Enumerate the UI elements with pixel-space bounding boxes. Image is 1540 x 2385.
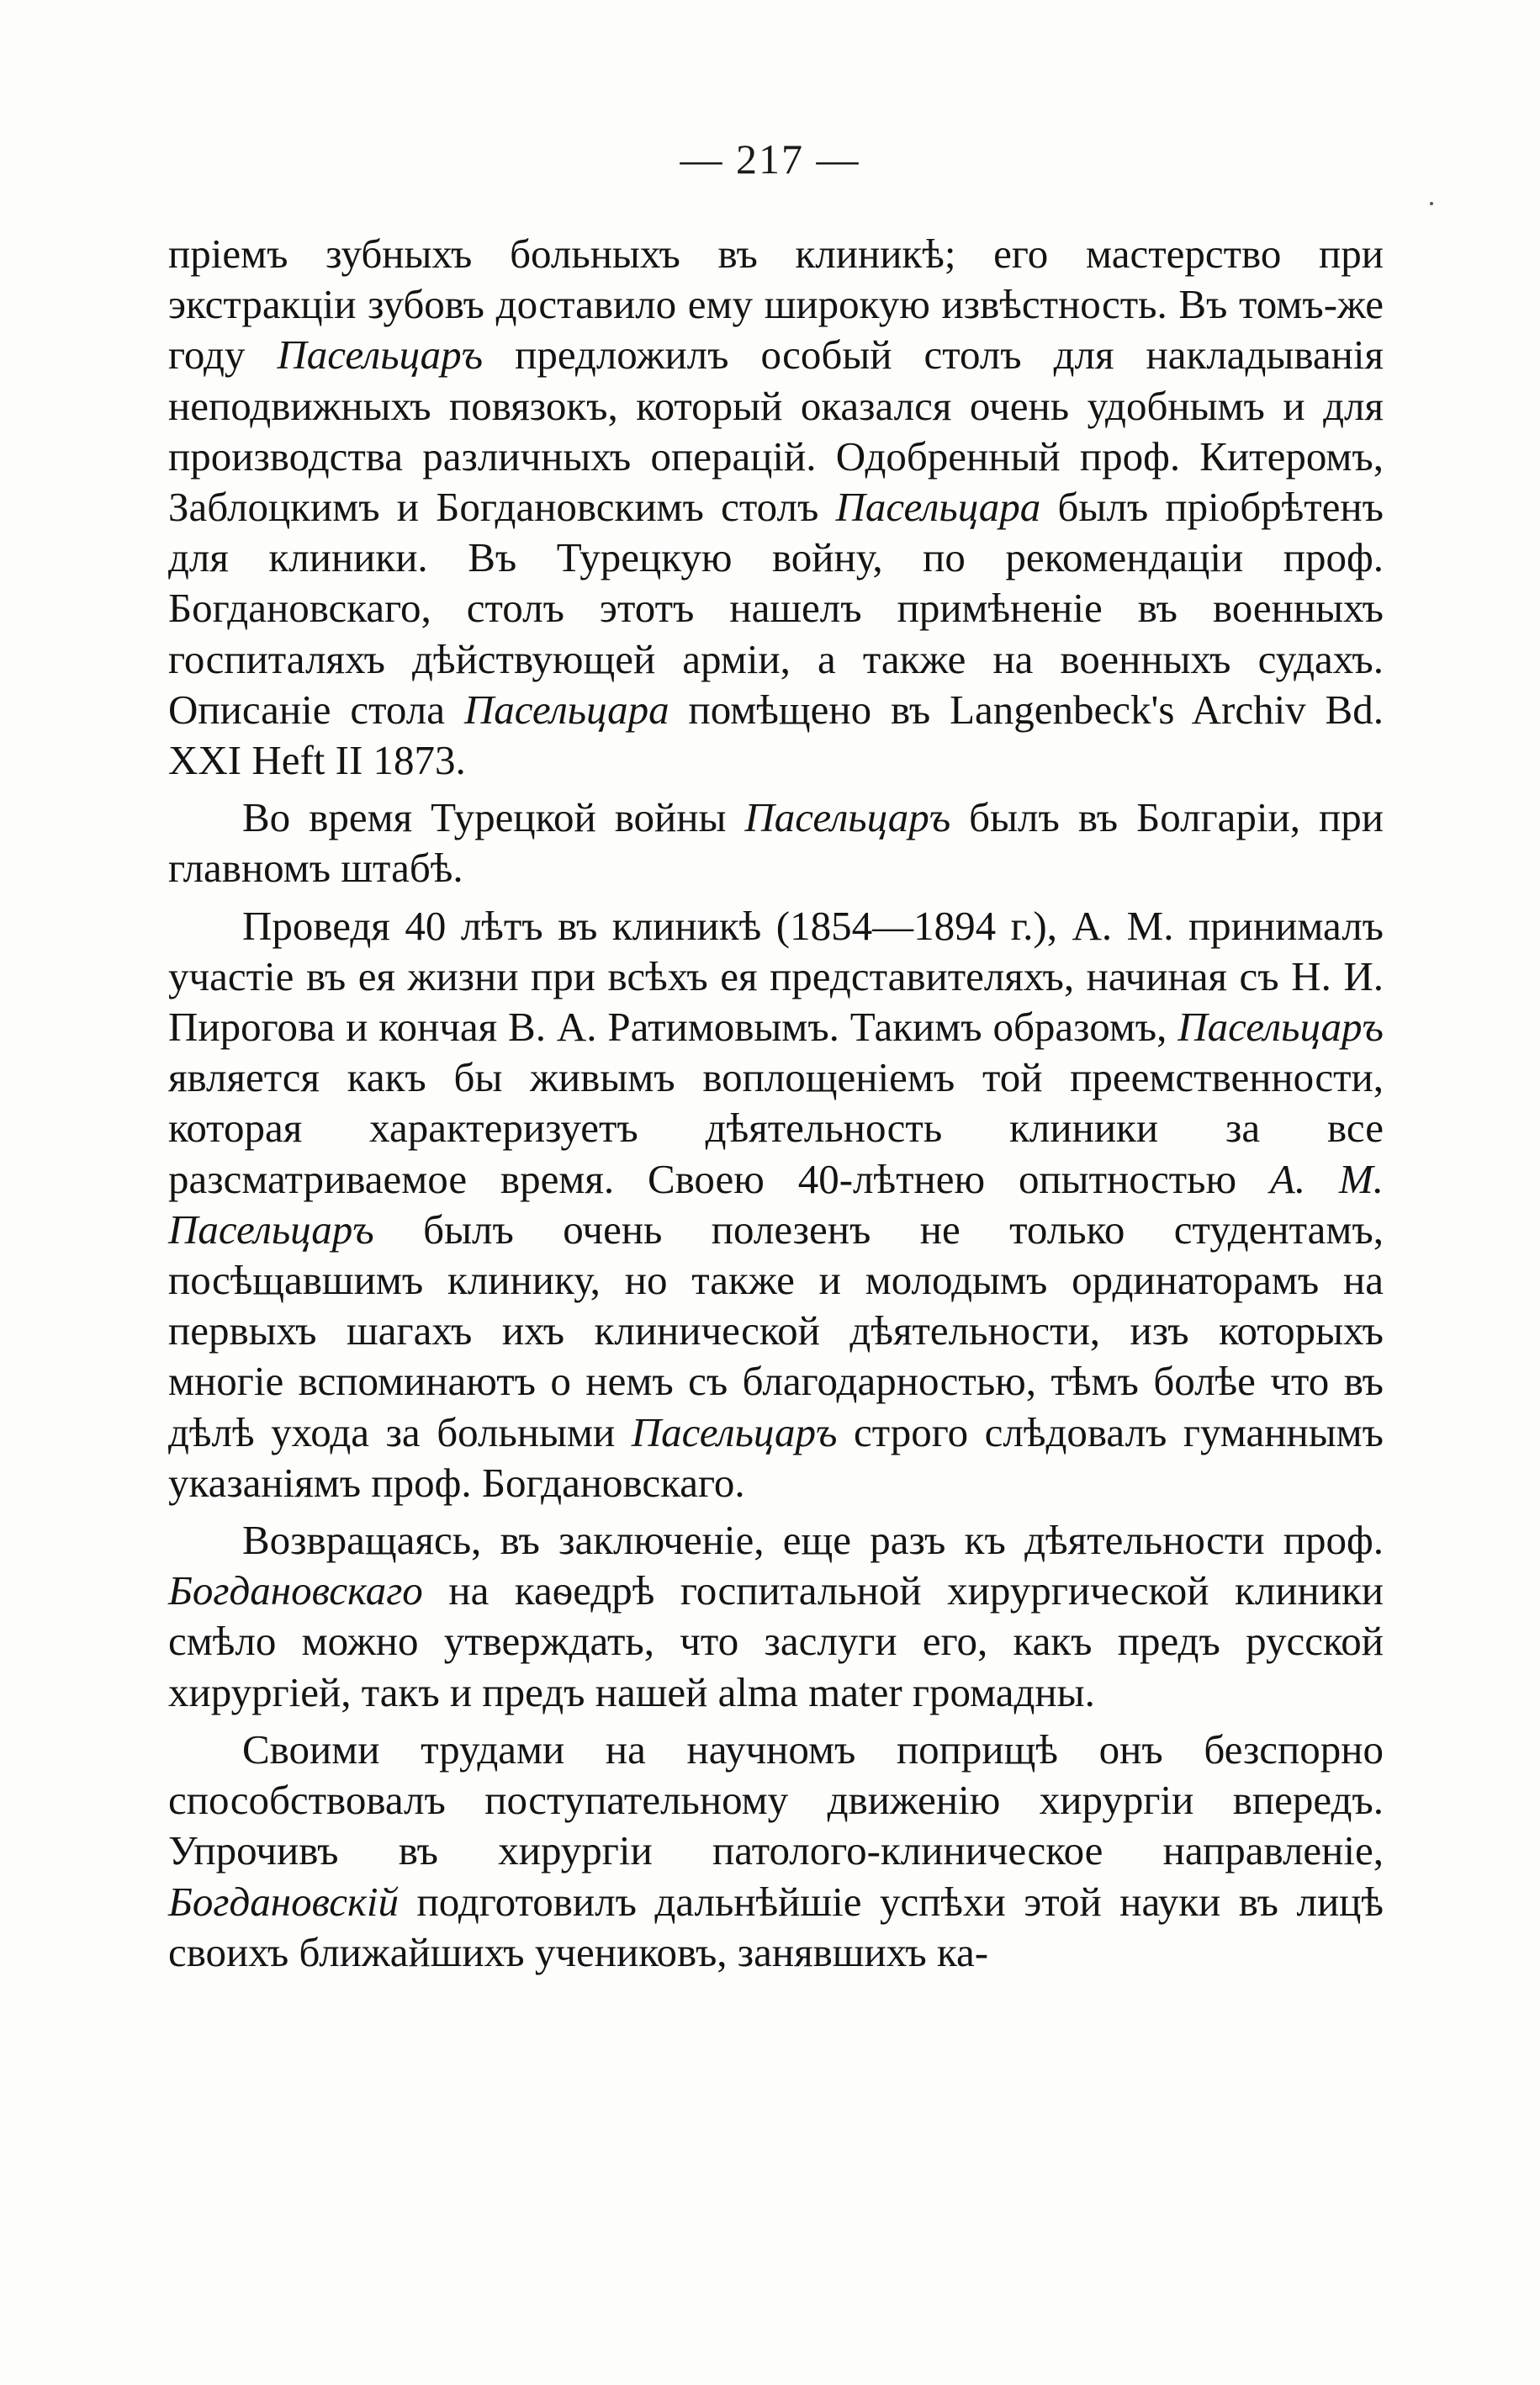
italic-name: Богдановскаго [168, 1567, 423, 1614]
italic-name: Пасельцара [835, 484, 1041, 531]
page-number: — 217 — [680, 135, 860, 183]
italic-name: Пасельцара [463, 686, 669, 733]
text-run: подготовилъ дальнѣйшіе успѣхи этой науки въ лицѣ своихъ ближайшихъ учениковъ, занявшихъ ка- [168, 1878, 1384, 1975]
text-run: былъ пріобрѣтенъ для клиники. Въ Турецкую войну, по рекомендаціи проф. Богдановскаго, столъ этотъ нашелъ примѣненіе въ военныхъ госпиталяхъ дѣйствующей арміи, а также на военныхъ судахъ. Описаніе стола [168, 484, 1384, 733]
italic-name: Пасельцаръ [631, 1408, 838, 1455]
text-run: помѣщено въ Langenbeck's Archiv Bd. XXI Heft II 1873. [168, 686, 1384, 784]
italic-name: Пасельцаръ [1177, 1004, 1384, 1051]
text-run: строго слѣдовалъ гуманнымъ указаніямъ проф. Богдановскаго. [168, 1408, 1384, 1506]
paragraph [168, 229, 1384, 786]
paragraph [168, 1725, 1384, 1978]
text-run: былъ очень полезенъ не только студентамъ, посѣщавшимъ клинику, но также и молодымъ ординаторамъ на первыхъ шагахъ ихъ клинической дѣятельности, изъ которыхъ многіе вспоминаютъ о немъ съ благодарностью, тѣмъ болѣе что въ дѣлѣ ухода за больными [168, 1206, 1384, 1455]
text-run: пріемъ зубныхъ больныхъ въ клиникѣ; его мастерство при экстракціи зубовъ доставило ему широкую извѣстность. Въ томъ-же году [168, 231, 1384, 379]
text-run: предложилъ особый столъ для накладыванія неподвижныхъ повязокъ, который оказался очень удобнымъ и для производства различныхъ операцій. Одобренный проф. Китеромъ, Заблоцкимъ и Богдановскимъ столъ [168, 331, 1384, 531]
text-run: былъ въ Болгаріи, при главномъ штабѣ. [168, 794, 1384, 892]
print-speck [1430, 202, 1433, 205]
italic-name: Пасельцаръ [744, 794, 951, 841]
italic-name: Пасельцаръ [277, 331, 484, 379]
paragraph [168, 901, 1384, 1508]
text-run: Проведя 40 лѣтъ въ клиникѣ (1854—1894 г.), А. М. принималъ участіе въ ея жизни при всѣхъ ея представителяхъ, начиная съ Н. И. Пирогова и кончая В. А. Ратимовымъ. Такимъ образомъ, [168, 902, 1384, 1051]
italic-name: А. М. Пасельцаръ [168, 1155, 1384, 1253]
text-run: Своими трудами на научномъ поприщѣ онъ безспорно способствовалъ поступательному движенію хирургіи впередъ. Упрочивъ въ хирургіи патолого-клиническое направленіе, [168, 1725, 1384, 1874]
paragraph [168, 792, 1384, 893]
text-run: Возвращаясь, въ заключеніе, еще разъ къ дѣятельности проф. [242, 1517, 1384, 1564]
body-text [168, 229, 1384, 1978]
paragraph [168, 1515, 1384, 1718]
text-run: на каѳедрѣ госпитальной хирургической клиники смѣло можно утверждать, что заслуги его, какъ предъ русской хирургіей, такъ и предъ нашей alma mater громадны. [168, 1567, 1384, 1715]
text-run: является какъ бы живымъ воплощеніемъ той преемственности, которая характеризуетъ дѣятельность клиники за все разсматриваемое время. Своею 40-лѣтнею опытностью [168, 1054, 1384, 1202]
text-run: Во время Турецкой войны [242, 794, 745, 841]
italic-name: Богдановскій [168, 1878, 400, 1925]
